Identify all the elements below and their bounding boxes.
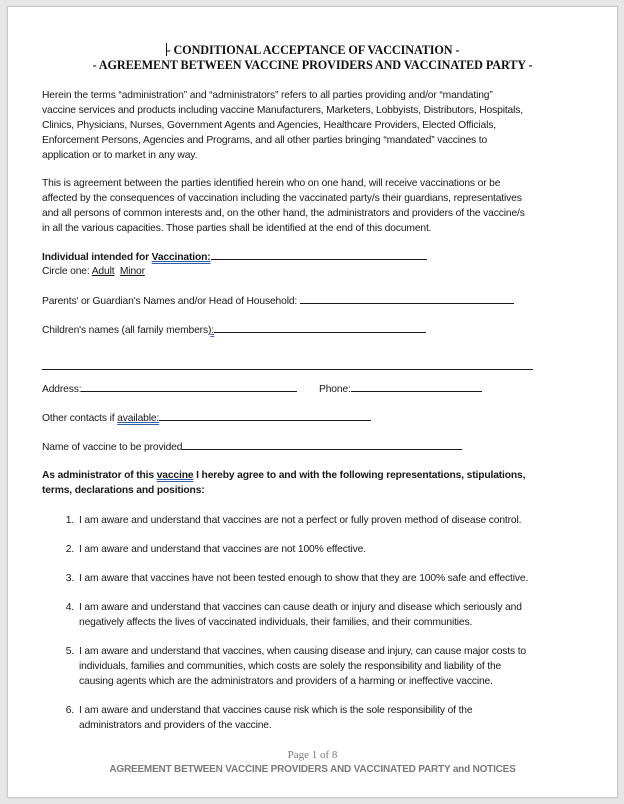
- minor-option[interactable]: Minor: [119, 266, 145, 277]
- children-label-suffix: ):: [207, 325, 214, 336]
- children-field-row: [42, 322, 426, 338]
- footer-running-title: AGREEMENT BETWEEN VACCINE PROVIDERS AND VACCINATED PARTY and NOTICES: [109, 764, 516, 775]
- guardian-field-row: [42, 293, 514, 309]
- circle-one-row: [42, 264, 145, 279]
- document-title-line-1: - CONDITIONAL ACCEPTANCE OF VACCINATION -: [166, 43, 460, 57]
- address-label: Address:: [42, 384, 82, 395]
- administrator-statement: As administrator of this vaccine I hereby agree to and with the following representations, stipulations, terms, declarations and positions:: [42, 470, 526, 496]
- vaccine-name-field-row: [42, 439, 462, 455]
- individual-label: Individual intended for: [42, 252, 152, 263]
- other-contacts-label: Other contacts if: [42, 413, 118, 424]
- adult-option[interactable]: Adult: [91, 266, 115, 277]
- other-contacts-input[interactable]: [159, 410, 371, 421]
- address-field-row: [42, 381, 297, 397]
- document-title-line-2: - AGREEMENT BETWEEN VACCINE PROVIDERS AND VACCINATED PARTY -: [92, 58, 533, 72]
- children-input[interactable]: [214, 322, 426, 333]
- document-page[interactable]: - CONDITIONAL ACCEPTANCE OF VACCINATION - - AGREEMENT BETWEEN VACCINE PROVIDERS AND VACCINATED PARTY - Herein the terms “administration” and “administrators” refers to all parties providing and/or “mandating” vaccine services and products including vaccine Manufacturers, Marketers, Lobbyists, Distributors, Hospitals, Clinics, Physicians, Nurses, Government Agents and Agencies, Healthcare Providers, Elected Officials, Enforcement Persons, Agencies and Programs, and all other parties bringing “mandated” vaccines to application or to market in any way. This is agreement between the parties identified herein who on one hand, will receive vaccinations or be affected by the consequences of vaccination including the vaccinated party/s their guardians, representatives and all persons of common interests and, on the other hand, the administrators and providers of the vaccine/s in all the various capacities. Those parties shall be identified at the end of this document. Individual intended for Vaccination: Circle one: Adult Minor Parents' or Guardian's Names and/or Head of Household: Children's names (all family members): Address: Phone: Other contacts if available: Name of vaccine to be provided As administrator of this vaccine I hereby agree to and with the following representations, stipulations, terms, declarations and positions: 1. I am aware and understand that vaccines are not a perfect or fully proven method of disease control. 2. I am aware and understand that vaccines are not 100% effective. 3. I am aware that vaccines have not been tested enough to show that they are 100% safe and effective. 4. I am aware and understand that vaccines can cause death or injury and disease which seriously and negatively affects the lives of vaccinated individuals, their families, and their communities. 5. I am aware and understand that vaccines, when causing disease and injury, can cause major costs to individuals, families and communities, which costs are solely the responsibility and liability of the causing agents which are the administrators and providers of a harming or ineffective vaccine. 6. I am aware and understand that vaccines cause risk which is the sole responsibility of the administrators and providers of the vaccine. Page 1 of 8 AGREEMENT BETWEEN VACCINE PROVIDERS AND VACCINATED PARTY and NOTICES: [7, 6, 618, 798]
- children-extra-input-line[interactable]: [42, 369, 533, 370]
- phone-field-row: [319, 381, 482, 397]
- intro-paragraph: Herein the terms “administration” and “administrators” refers to all parties providing and/or “mandating” vaccine services and products including vaccine Manufacturers, Marketers, Lobbyists, Distributors, Hospitals, Clinics, Physicians, Nurses, Government Agents and Agencies, Healthcare Providers, Elected Officials, Enforcement Persons, Agencies and Programs, and all other parties bringing “mandated” vaccines to application or to market in any way.: [42, 90, 523, 161]
- page-number-indicator: Page 1 of 8: [287, 749, 338, 761]
- vaccine-name-input[interactable]: [182, 439, 462, 450]
- address-input[interactable]: [81, 381, 297, 392]
- administrator-statement-word: vaccine: [156, 470, 194, 481]
- individual-field-row: [42, 249, 427, 265]
- vaccine-name-label: Name of vaccine to be provided: [42, 442, 183, 453]
- children-label: Children's names (all family members: [42, 325, 208, 336]
- phone-input[interactable]: [351, 381, 482, 392]
- agreement-paragraph: This is agreement between the parties identified herein who on one hand, will receive vaccinations or be affected by the consequences of vaccination including the vaccinated party/s their guardians, representatives and all persons of common interests and, on the other hand, the administrators and providers of the vaccine/s in all the various capacities. Those parties shall be identified at the end of this document.: [42, 178, 525, 234]
- other-contacts-label-word: available:: [117, 413, 160, 424]
- individual-label-word: Vaccination:: [151, 252, 211, 263]
- circle-one-label: Circle one:: [42, 266, 92, 277]
- individual-input[interactable]: [211, 249, 427, 260]
- phone-label: Phone:: [319, 384, 351, 395]
- guardian-label: Parents' or Guardian's Names and/or Head of Household:: [42, 296, 300, 307]
- guardian-input[interactable]: [300, 293, 514, 304]
- other-contacts-field-row: [42, 410, 371, 426]
